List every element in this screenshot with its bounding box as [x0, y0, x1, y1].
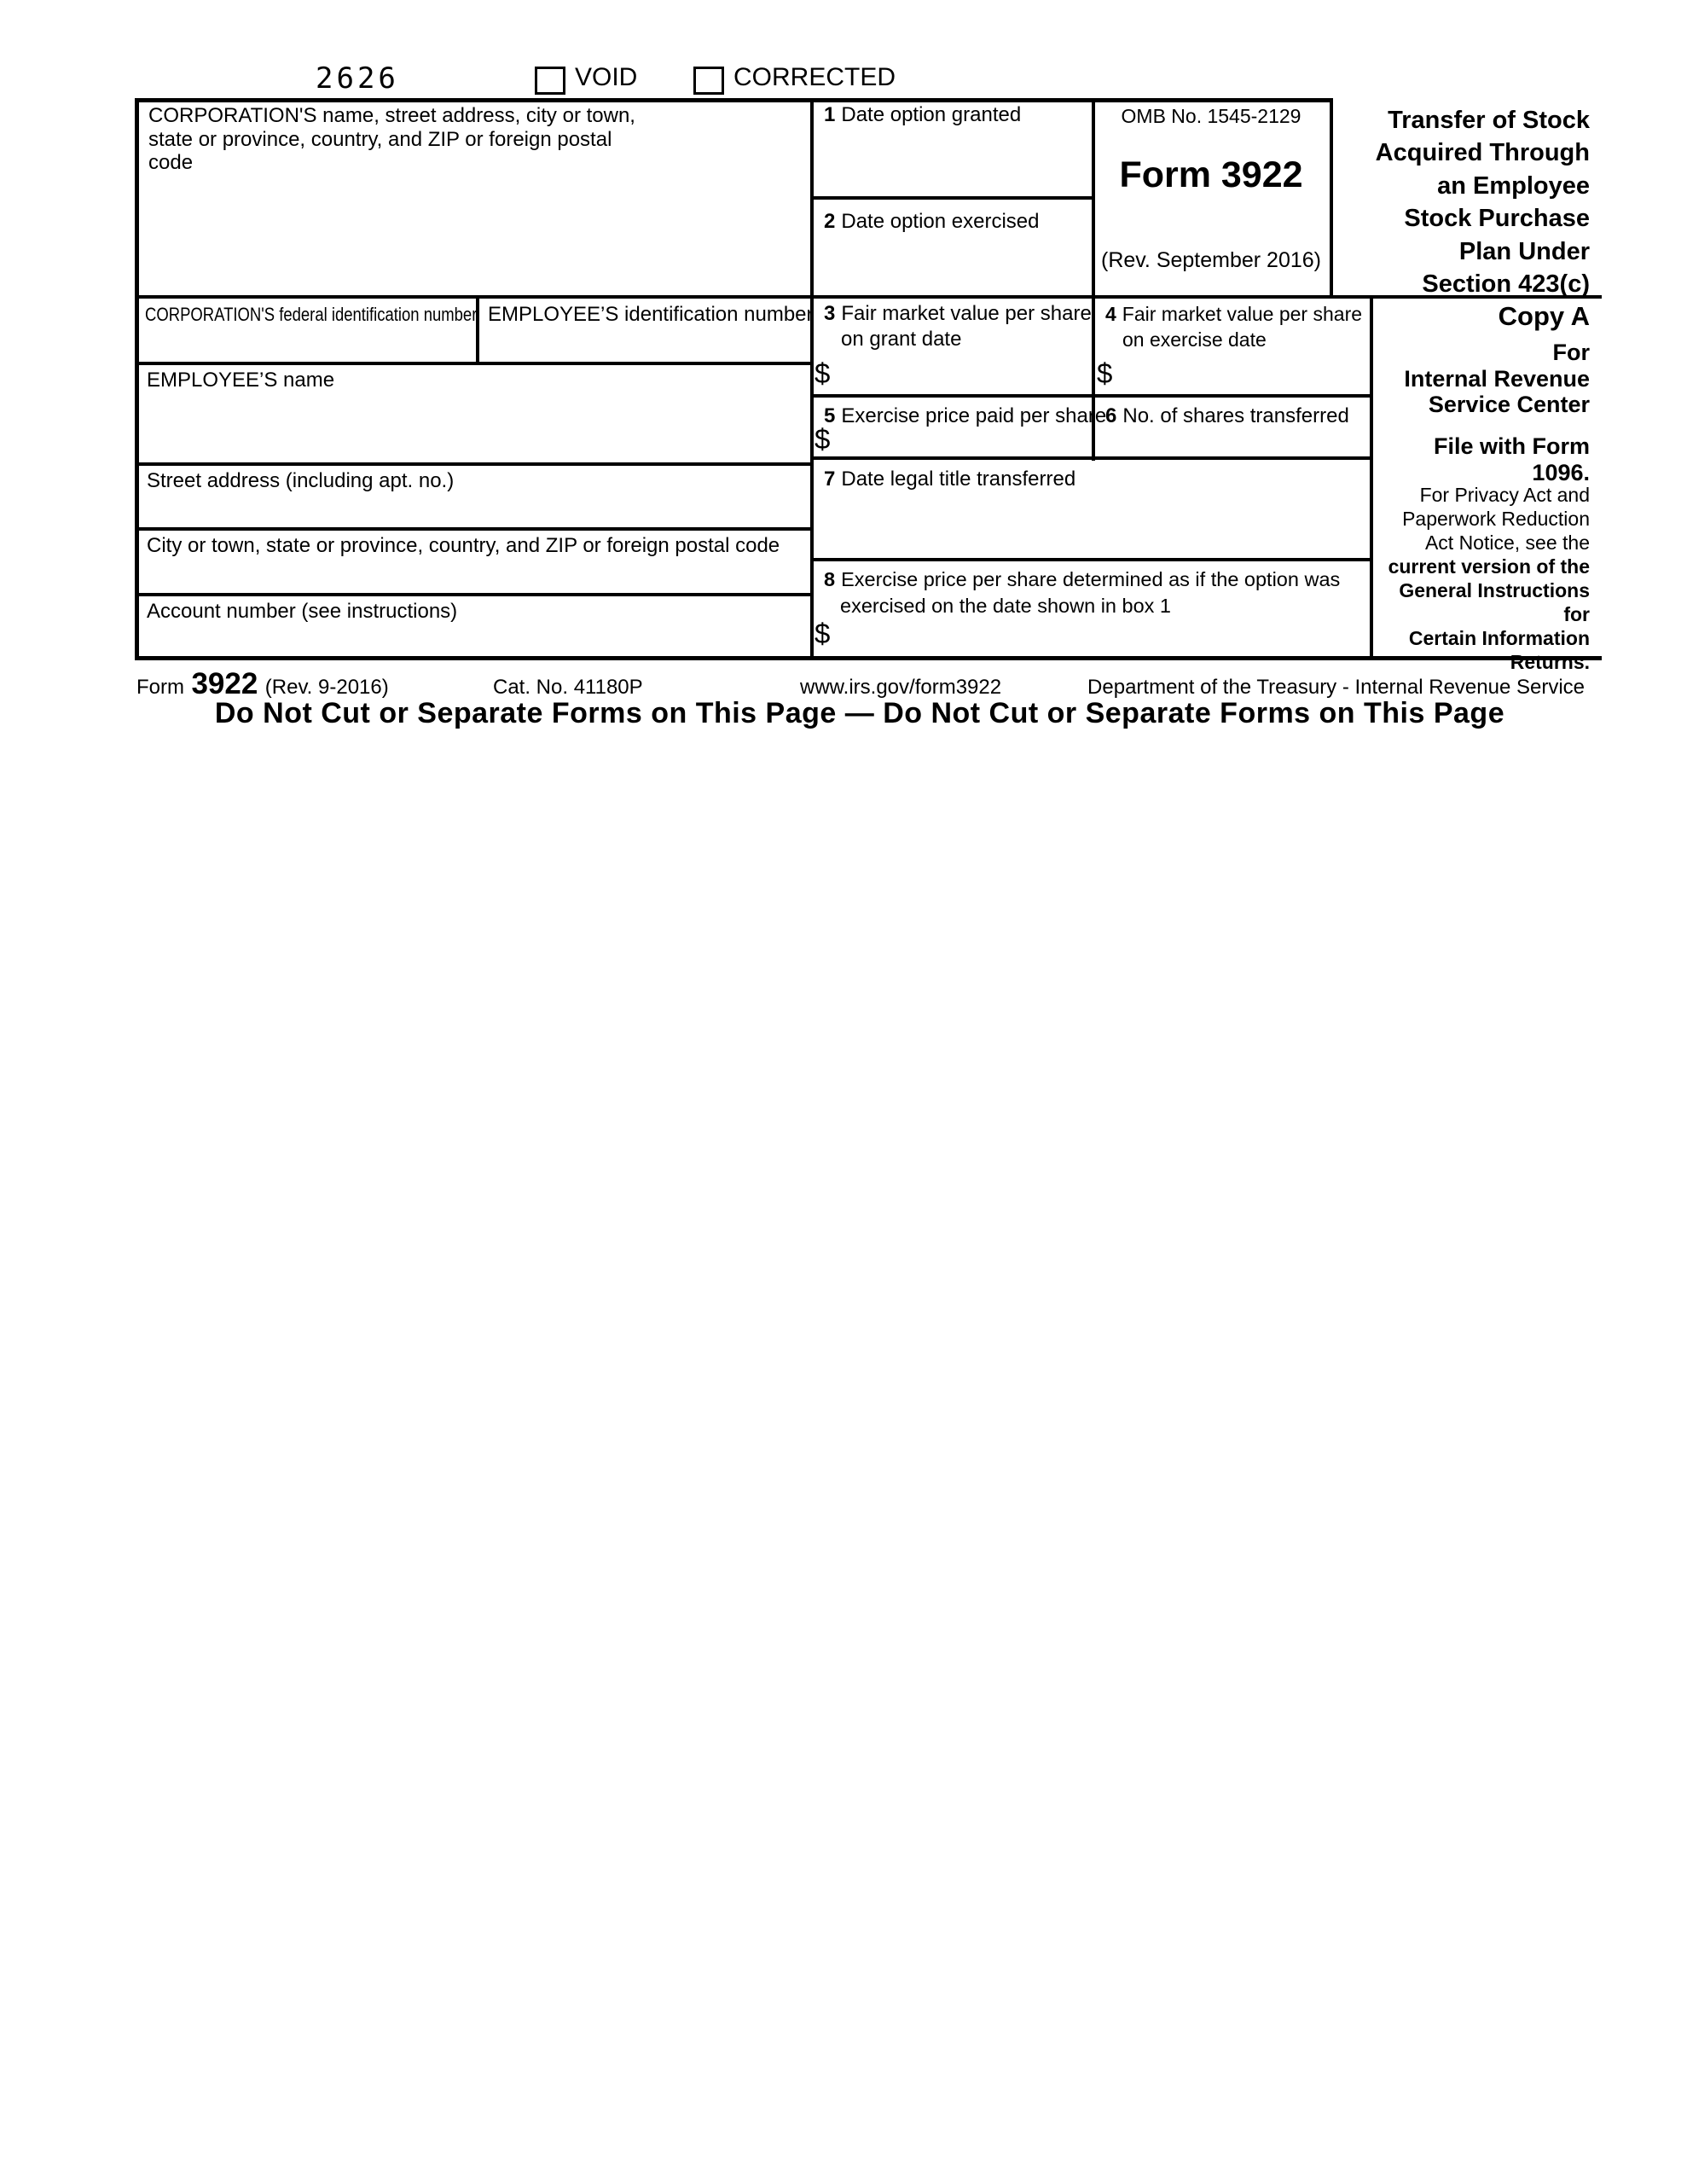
- corrected-checkbox[interactable]: [693, 67, 724, 95]
- street-address-field[interactable]: [139, 495, 807, 524]
- irs-url: www.irs.gov/form3922: [800, 676, 1002, 699]
- box5-label: 5 Exercise price paid per share: [824, 404, 1107, 427]
- box6-number: 6: [1105, 404, 1117, 427]
- divider-city-account: [135, 593, 814, 596]
- employee-name-field[interactable]: [139, 394, 807, 459]
- divider-street-city: [135, 527, 814, 531]
- box5-amount-field[interactable]: [846, 423, 1088, 454]
- box1-number: 1: [824, 103, 836, 126]
- omb-number: OMB No. 1545-2129: [1121, 105, 1301, 127]
- void-label: VOID: [575, 63, 638, 91]
- copy-a-label: Copy A: [1498, 301, 1590, 331]
- box5-dollar-sign: $: [815, 423, 831, 455]
- box3-number: 3: [824, 302, 836, 325]
- box3-label: 3 Fair market value per share on grant date: [824, 302, 1092, 351]
- account-number-field[interactable]: [139, 624, 807, 653]
- form-revision: (Rev. September 2016): [1101, 248, 1321, 272]
- box4-amount-field[interactable]: [1128, 357, 1366, 391]
- box2-label: 2 Date option exercised: [824, 210, 1040, 233]
- form-number-title: Form 3922: [1119, 154, 1303, 195]
- border-top: [135, 98, 1333, 102]
- box3-dollar-sign: $: [815, 357, 831, 389]
- box4-label: 4 Fair market value per share on exercise date: [1105, 303, 1363, 351]
- box4-number: 4: [1105, 303, 1116, 325]
- sheet-number: 2626: [316, 61, 399, 96]
- box8-number: 8: [824, 568, 836, 590]
- privacy-act-notice: For Privacy Act and Paperwork Reduction Act Notice, see the current version of the General Instructions for Certain Information Returns.: [1388, 484, 1590, 673]
- box7-label: 7 Date legal title transferred: [824, 468, 1076, 491]
- divider-box7-box8: [810, 558, 1373, 561]
- department-line: Department of the Treasury - Internal Revenue Service: [1087, 676, 1585, 699]
- footer-form-number: 3922: [191, 667, 258, 700]
- box6-shares-field[interactable]: [1105, 428, 1366, 454]
- box7-number: 7: [824, 468, 836, 491]
- divider-box5-box7: [810, 456, 1373, 460]
- employee-name-label: EMPLOYEE’S name: [147, 369, 335, 392]
- corporation-name-label: CORPORATION'S name, street address, city or town, state or province, country, and ZIP or foreign postal code: [148, 104, 635, 174]
- divider-box3-box5: [810, 394, 1373, 398]
- box4-dollar-sign: $: [1097, 357, 1113, 389]
- box1-date-field[interactable]: [814, 130, 1088, 193]
- divider-id-name: [135, 362, 814, 365]
- street-address-label: Street address (including apt. no.): [147, 469, 455, 492]
- box1-label: 1 Date option granted: [824, 103, 1022, 126]
- account-number-label: Account number (see instructions): [147, 600, 458, 623]
- box8-amount-field[interactable]: [846, 618, 1366, 653]
- box3-amount-field[interactable]: [846, 357, 1088, 391]
- corrected-label: CORRECTED: [733, 63, 896, 91]
- corporation-fed-id-label: CORPORATION'S federal identification number: [145, 304, 478, 325]
- box5-number: 5: [824, 404, 836, 427]
- copy-recipient-block: For Internal Revenue Service Center: [1404, 340, 1590, 417]
- file-with-form-1096: File with Form 1096.: [1433, 433, 1590, 485]
- corporation-fed-id-field[interactable]: [139, 331, 472, 358]
- form-title: Transfer of Stock Acquired Through an Employee Stock Purchase Plan Under Section 423(c): [1375, 107, 1590, 299]
- corporation-name-field[interactable]: [139, 130, 807, 292]
- employee-id-field[interactable]: [483, 331, 807, 358]
- footer-revision: (Rev. 9-2016): [264, 676, 389, 699]
- catalog-number: Cat. No. 41180P: [493, 676, 643, 699]
- box7-date-field[interactable]: [814, 497, 1366, 555]
- divider-name-street: [135, 462, 814, 466]
- void-checkbox[interactable]: [535, 67, 565, 95]
- do-not-cut-notice: Do Not Cut or Separate Forms on This Page — Do Not Cut or Separate Forms on This Page: [214, 697, 1505, 729]
- divider-box1-box2: [810, 196, 1095, 200]
- box6-label: 6 No. of shares transferred: [1105, 404, 1349, 427]
- city-label: City or town, state or province, country, and ZIP or foreign postal code: [147, 534, 780, 557]
- employee-id-label: EMPLOYEE’S identification number: [488, 303, 814, 326]
- box8-dollar-sign: $: [815, 618, 831, 649]
- box2-date-field[interactable]: [814, 236, 1088, 292]
- footer-form-id: [136, 667, 389, 701]
- footer-form-word: Form: [136, 676, 184, 699]
- city-field[interactable]: [139, 558, 807, 590]
- box8-label: 8 Exercise price per share determined as if the option was exercised on the date shown in box 1: [824, 568, 1341, 617]
- box2-number: 2: [824, 210, 836, 233]
